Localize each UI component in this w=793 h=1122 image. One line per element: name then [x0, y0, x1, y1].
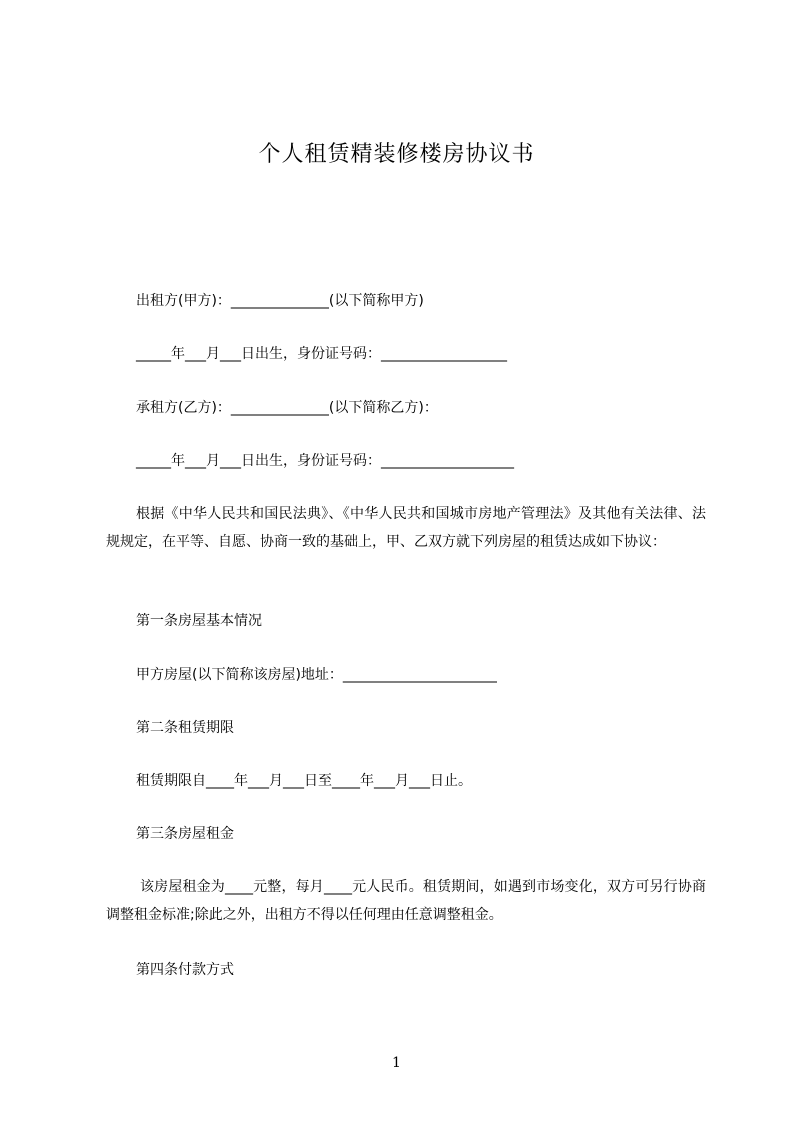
preamble-paragraph: 根据《中华人民共和国民法典》、《中华人民共和国城市房地产管理法》及其他有关法律、法规规定，在平等、自愿、协商一致的基础上，甲、乙双方就下列房屋的租赁达成如下协议：	[106, 506, 706, 550]
lessee-birth-line: _____年___月___日出生，身份证号码：___________________	[136, 453, 514, 469]
page-number: 1	[392, 1055, 401, 1071]
lessee-line: 承租方(乙方)：______________(以下简称乙方)：	[136, 400, 438, 416]
article4-heading: 第四条付款方式	[136, 962, 234, 978]
document-title: 个人租赁精装修楼房协议书	[258, 142, 535, 167]
article1-body: 甲方房屋(以下简称该房屋)地址：______________________	[136, 667, 497, 683]
article2-body: 租赁期限自____年___月___日至____年___月___日止。	[136, 773, 472, 789]
article2-heading: 第二条租赁期限	[136, 720, 234, 736]
lessor-birth-line: _____年___月___日出生，身份证号码：__________________	[136, 346, 507, 362]
article1-heading: 第一条房屋基本情况	[136, 613, 262, 629]
article3-heading: 第三条房屋租金	[136, 826, 234, 842]
lessor-line: 出租方(甲方)：______________(以下简称甲方)	[136, 293, 424, 309]
article3-body: 该房屋租金为____元整，每月____元人民币。租赁期间，如遇到市场变化，双方可另行协商调整租金标准;除此之外，出租方不得以任何理由任意调整租金。	[106, 879, 706, 923]
